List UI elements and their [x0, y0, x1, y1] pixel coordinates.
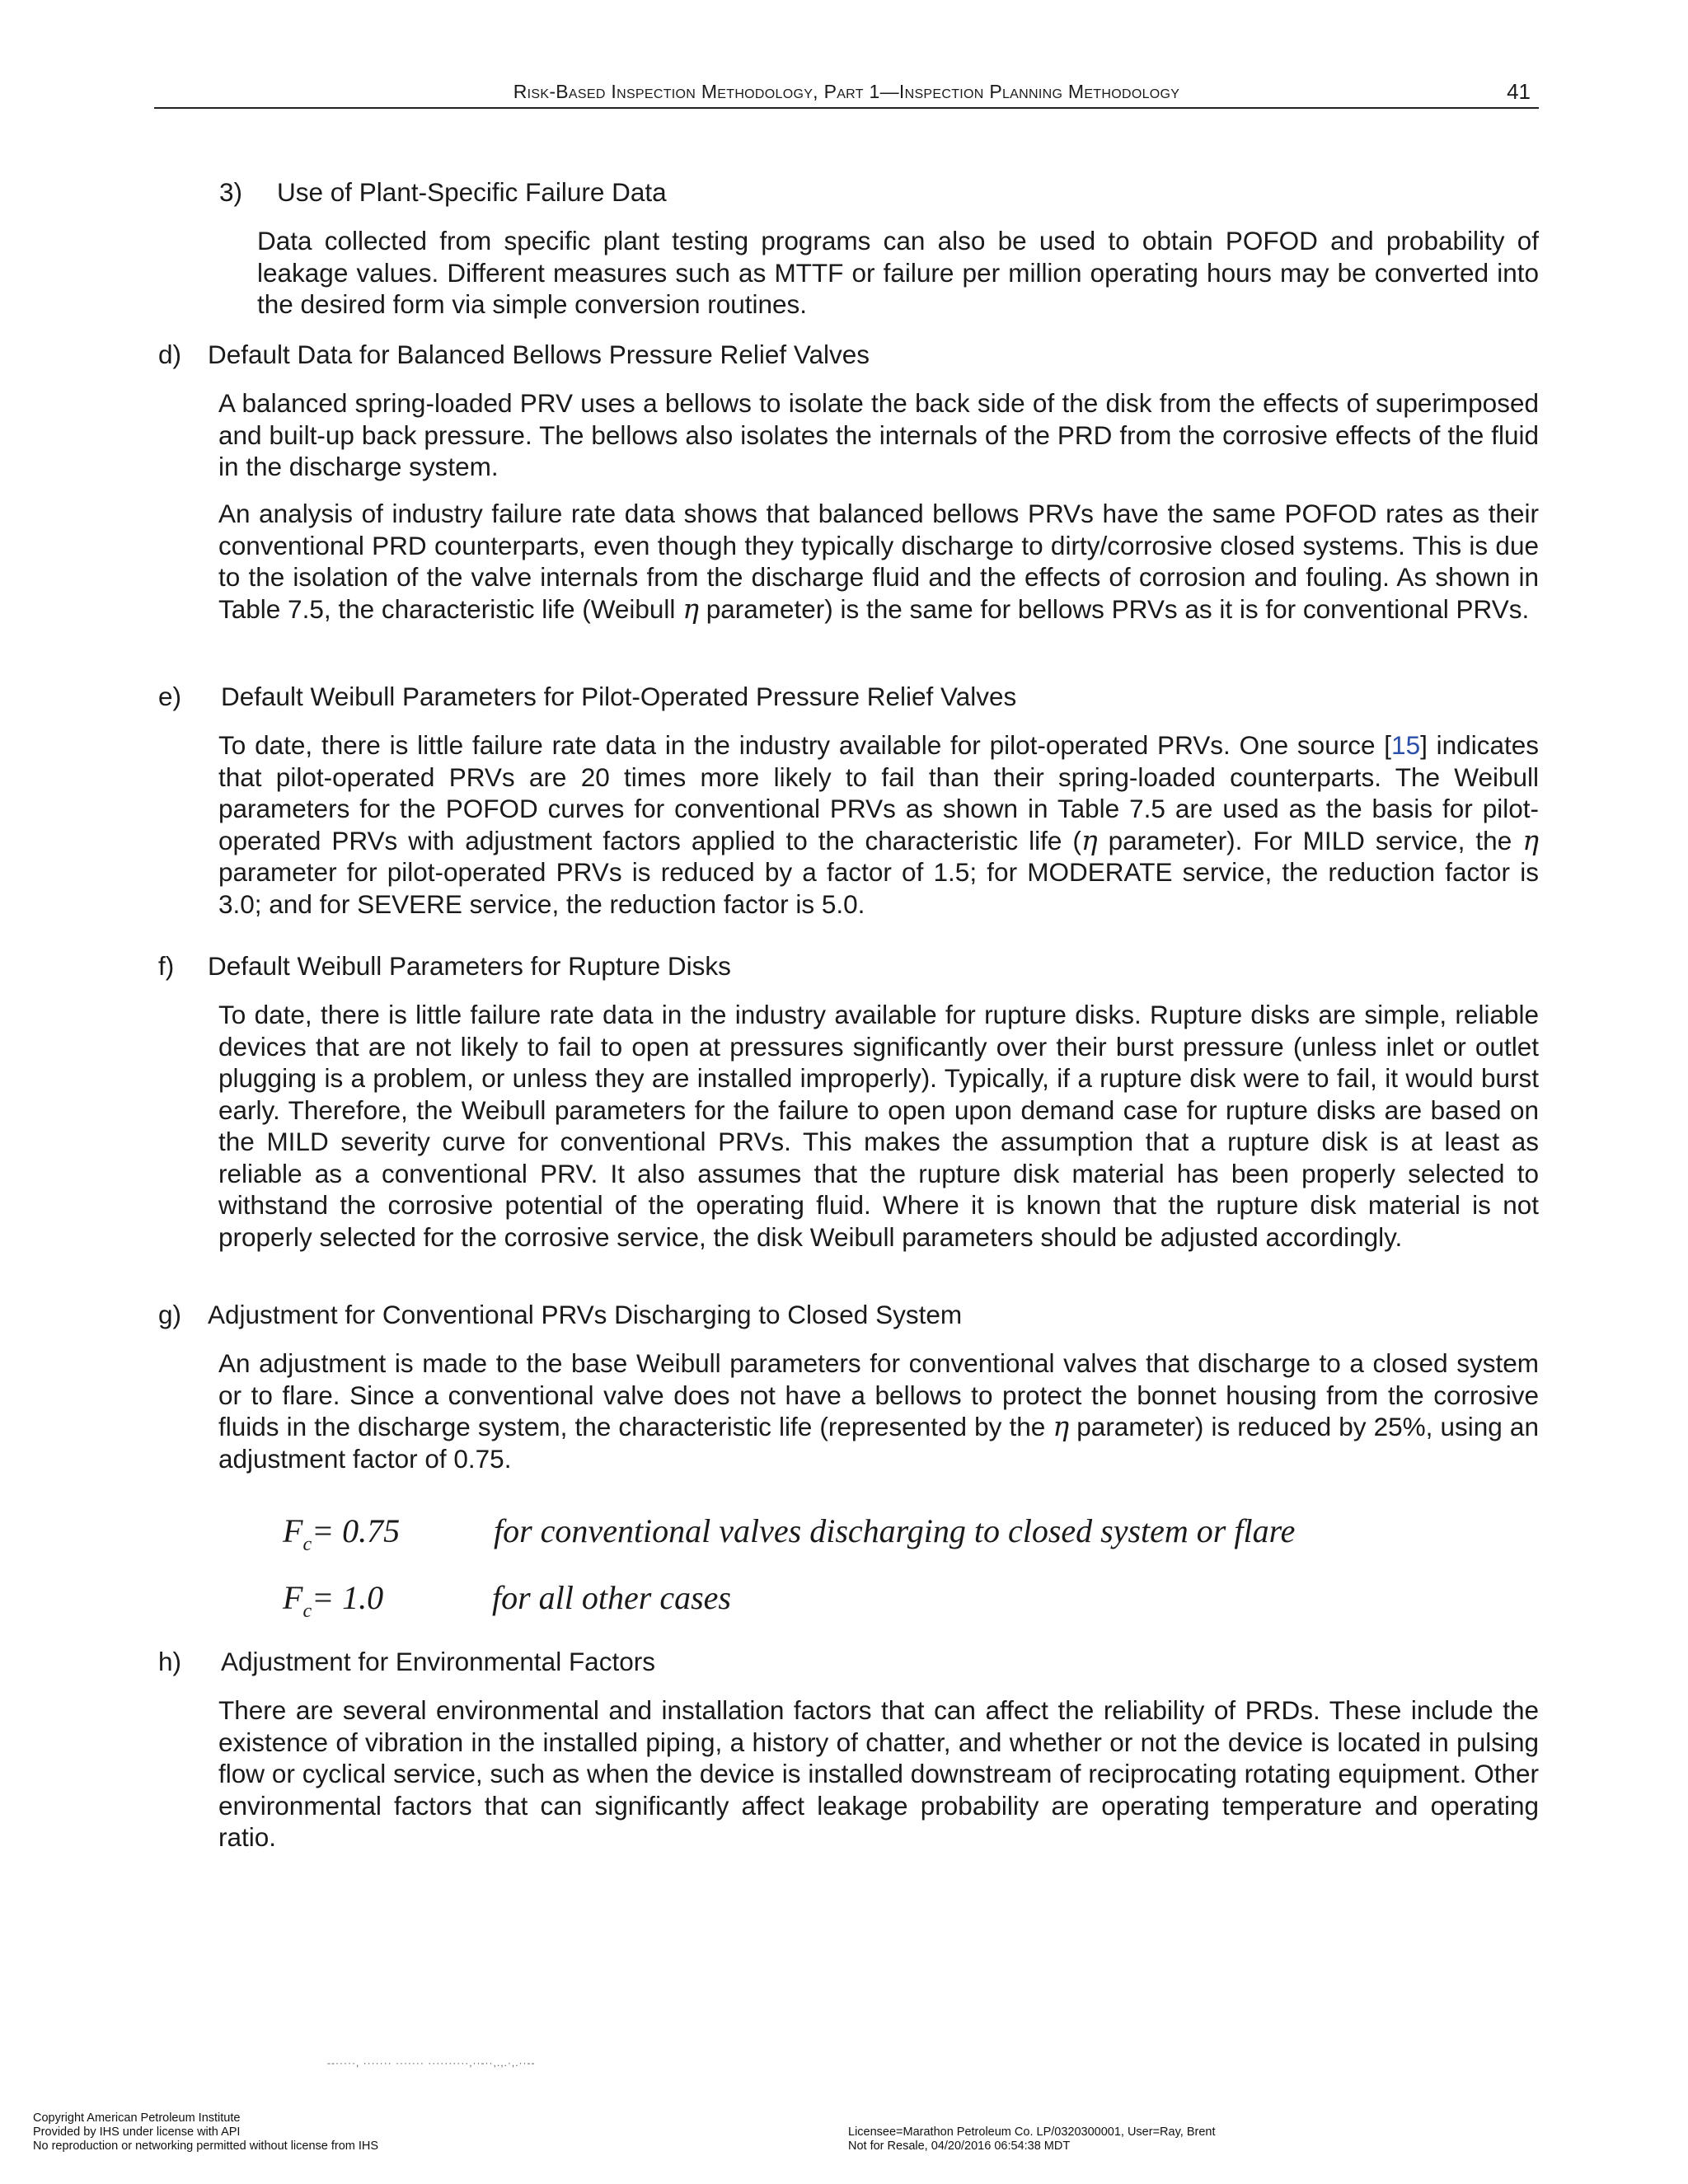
footer-left-line-1: Copyright American Petroleum Institute	[33, 2111, 241, 2125]
citation-link-15[interactable]: 15	[1391, 730, 1421, 760]
section-d-para-1: A balanced spring-loaded PRV uses a bellows to isolate the back side of the disk from the effects of superimposed and built-up back pressure. The bellows also isolates the internals of the PRD from the corrosive effects of the fluid in the discharge system.	[218, 388, 1539, 481]
section-e-text-a: To date, there is little failure rate data in the industry available for pilot-operated PRVs. One source [	[218, 730, 1392, 760]
running-header-title: Risk-Based Inspection Methodology, Part 1—Inspection Planning Methodology	[513, 81, 1180, 102]
page-number: 41	[1507, 79, 1531, 104]
section-g-text-a: An adjustment is made to the base Weibull parameters for conventional valves that discharge to a closed system or to flare. Since a conventional valve does not have a bellows to protect the bonnet housing from the corrosive fluids in the discharge system, the characteristic life (represented by the	[218, 1348, 1539, 1441]
eta-symbol: η	[1081, 823, 1098, 856]
eta-symbol: η	[1053, 1410, 1070, 1442]
section-d-para-2	[218, 498, 1539, 625]
formula-2-var: F	[283, 1579, 303, 1616]
footer-left-line-2: Provided by IHS under license with API	[33, 2125, 241, 2139]
section-h-para: There are several environmental and installation factors that can affect the reliability of PRDs. These include the existence of vibration in the installed piping, a history of chatter, and whether or not the device is located in pulsing flow or cyclical service, such as when the device is installed downstream of reciprocating rotating equipment. Other environmental factors that can significantly affect leakage probability are operating temperature and operating ratio.	[218, 1695, 1539, 1852]
section-f-para: To date, there is little failure rate data in the industry available for rupture disks. Rupture disks are simple, reliable devices that are not likely to fail to open at pressures significantly over their burst pressure (unless inlet or outlet plugging is a problem, or unless they are installed improperly). Typically, if a rupture disk were to fail, it would burst early. Therefore, the Weibull parameters for the failure to open upon demand case for rupture disks are based on the MILD severity curve for conventional PRVs. This makes the assumption that a rupture disk is at least as reliable as a conventional PRV. It also assumes that the rupture disk material has been properly selected to withstand the corrosive potential of the operating fluid. Where it is known that the rupture disk material is not properly selected for the corrosive service, the disk Weibull parameters should be adjusted accordingly.	[218, 1000, 1539, 1252]
eta-symbol: η	[1522, 823, 1539, 856]
footer-license	[848, 2125, 1215, 2154]
running-header	[154, 79, 1539, 109]
section-e-heading	[158, 681, 1016, 712]
footer-right-line-2: Not for Resale, 04/20/2016 06:54:38 MDT	[848, 2139, 1071, 2153]
footer-left-line-3: No reproduction or networking permitted without license from IHS	[33, 2139, 379, 2153]
section-e-para	[218, 729, 1539, 920]
formula-2-description: for all other cases	[492, 1579, 731, 1616]
section-d-para-2-text-b: parameter) is the same for bellows PRVs as it is for conventional PRVs.	[706, 593, 1530, 624]
formula-1-description: for conventional valves discharging to closed system or flare	[494, 1512, 1296, 1549]
item-3-heading	[219, 176, 667, 208]
section-e-text-d: parameter for pilot-operated PRVs is reduced by a factor of 1.5; for MODERATE service, the reduction factor is 3.0; and for SEVERE service, the reduction factor is 5.0.	[218, 857, 1539, 919]
section-d-heading	[158, 339, 870, 370]
section-h-label: h)	[158, 1647, 182, 1676]
section-f-label: f)	[158, 951, 175, 981]
section-g-heading	[158, 1299, 962, 1330]
section-h-title: Adjustment for Environmental Factors	[221, 1647, 655, 1676]
section-e-label: e)	[158, 682, 182, 711]
item-3-body: Data collected from specific plant testing programs can also be used to obtain POFOD and probability of leakage values. Different measures such as MTTF or failure per million operating hours may be converted into the desired form via simple conversion routines.	[257, 226, 1539, 319]
footer-right-line-1: Licensee=Marathon Petroleum Co. LP/0320300001, User=Ray, Brent	[848, 2125, 1216, 2139]
section-d-label: d)	[158, 340, 182, 369]
section-e-title: Default Weibull Parameters for Pilot-Operated Pressure Relief Valves	[221, 682, 1017, 711]
section-d-title: Default Data for Balanced Bellows Pressure Relief Valves	[208, 340, 870, 369]
eta-symbol: η	[682, 592, 699, 625]
section-g-title: Adjustment for Conventional PRVs Discharging to Closed System	[208, 1300, 963, 1329]
item-3-title: Use of Plant-Specific Failure Data	[277, 177, 667, 207]
section-h-heading	[158, 1646, 655, 1677]
formula-2-value: = 1.0	[312, 1579, 384, 1616]
section-e-text-b: ] indicates that pilot-operated PRVs are 20 times more likely to fail than their spring-loaded counterparts. The Weibull parameters for the POFOD curves for conventional PRVs as shown in Table 7.5 are used as the basis for pilot-operated PRVs with adjustment factors applied to the characteristic life (	[218, 730, 1539, 855]
footer-copyright	[33, 2111, 378, 2154]
section-d-para-2-text-a: An analysis of industry failure rate data shows that balanced bellows PRVs have the same POFOD rates as their conventional PRD counterparts, even though they typically discharge to dirty/corrosive closed systems. This is due to the isolation of the valve internals from the discharge fluid and the effects of corrosion and fouling. As shown in Table 7.5, the characteristic life (Weibull	[218, 499, 1539, 624]
section-f-heading	[158, 950, 731, 982]
formula-1-value: = 0.75	[312, 1512, 401, 1549]
section-e-text-c: parameter). For MILD service, the	[1108, 825, 1512, 855]
section-g-text-b: parameter) is reduced by 25%, using an adjustment factor of 0.75.	[218, 1412, 1539, 1474]
scan-artifact: --·····, ······· ······· ··········,··-··,.,.·,.··--	[327, 2057, 536, 2069]
formula-1-sub: c	[302, 1534, 312, 1555]
formula-fc-other-cases	[283, 1578, 731, 1631]
section-g-label: g)	[158, 1300, 182, 1329]
formula-1-var: F	[283, 1512, 303, 1549]
section-g-para	[218, 1347, 1539, 1474]
item-3-label: 3)	[219, 177, 243, 207]
formula-2-sub: c	[302, 1601, 312, 1622]
section-f-title: Default Weibull Parameters for Rupture Disks	[208, 951, 731, 981]
formula-fc-closed-system	[283, 1511, 1296, 1564]
